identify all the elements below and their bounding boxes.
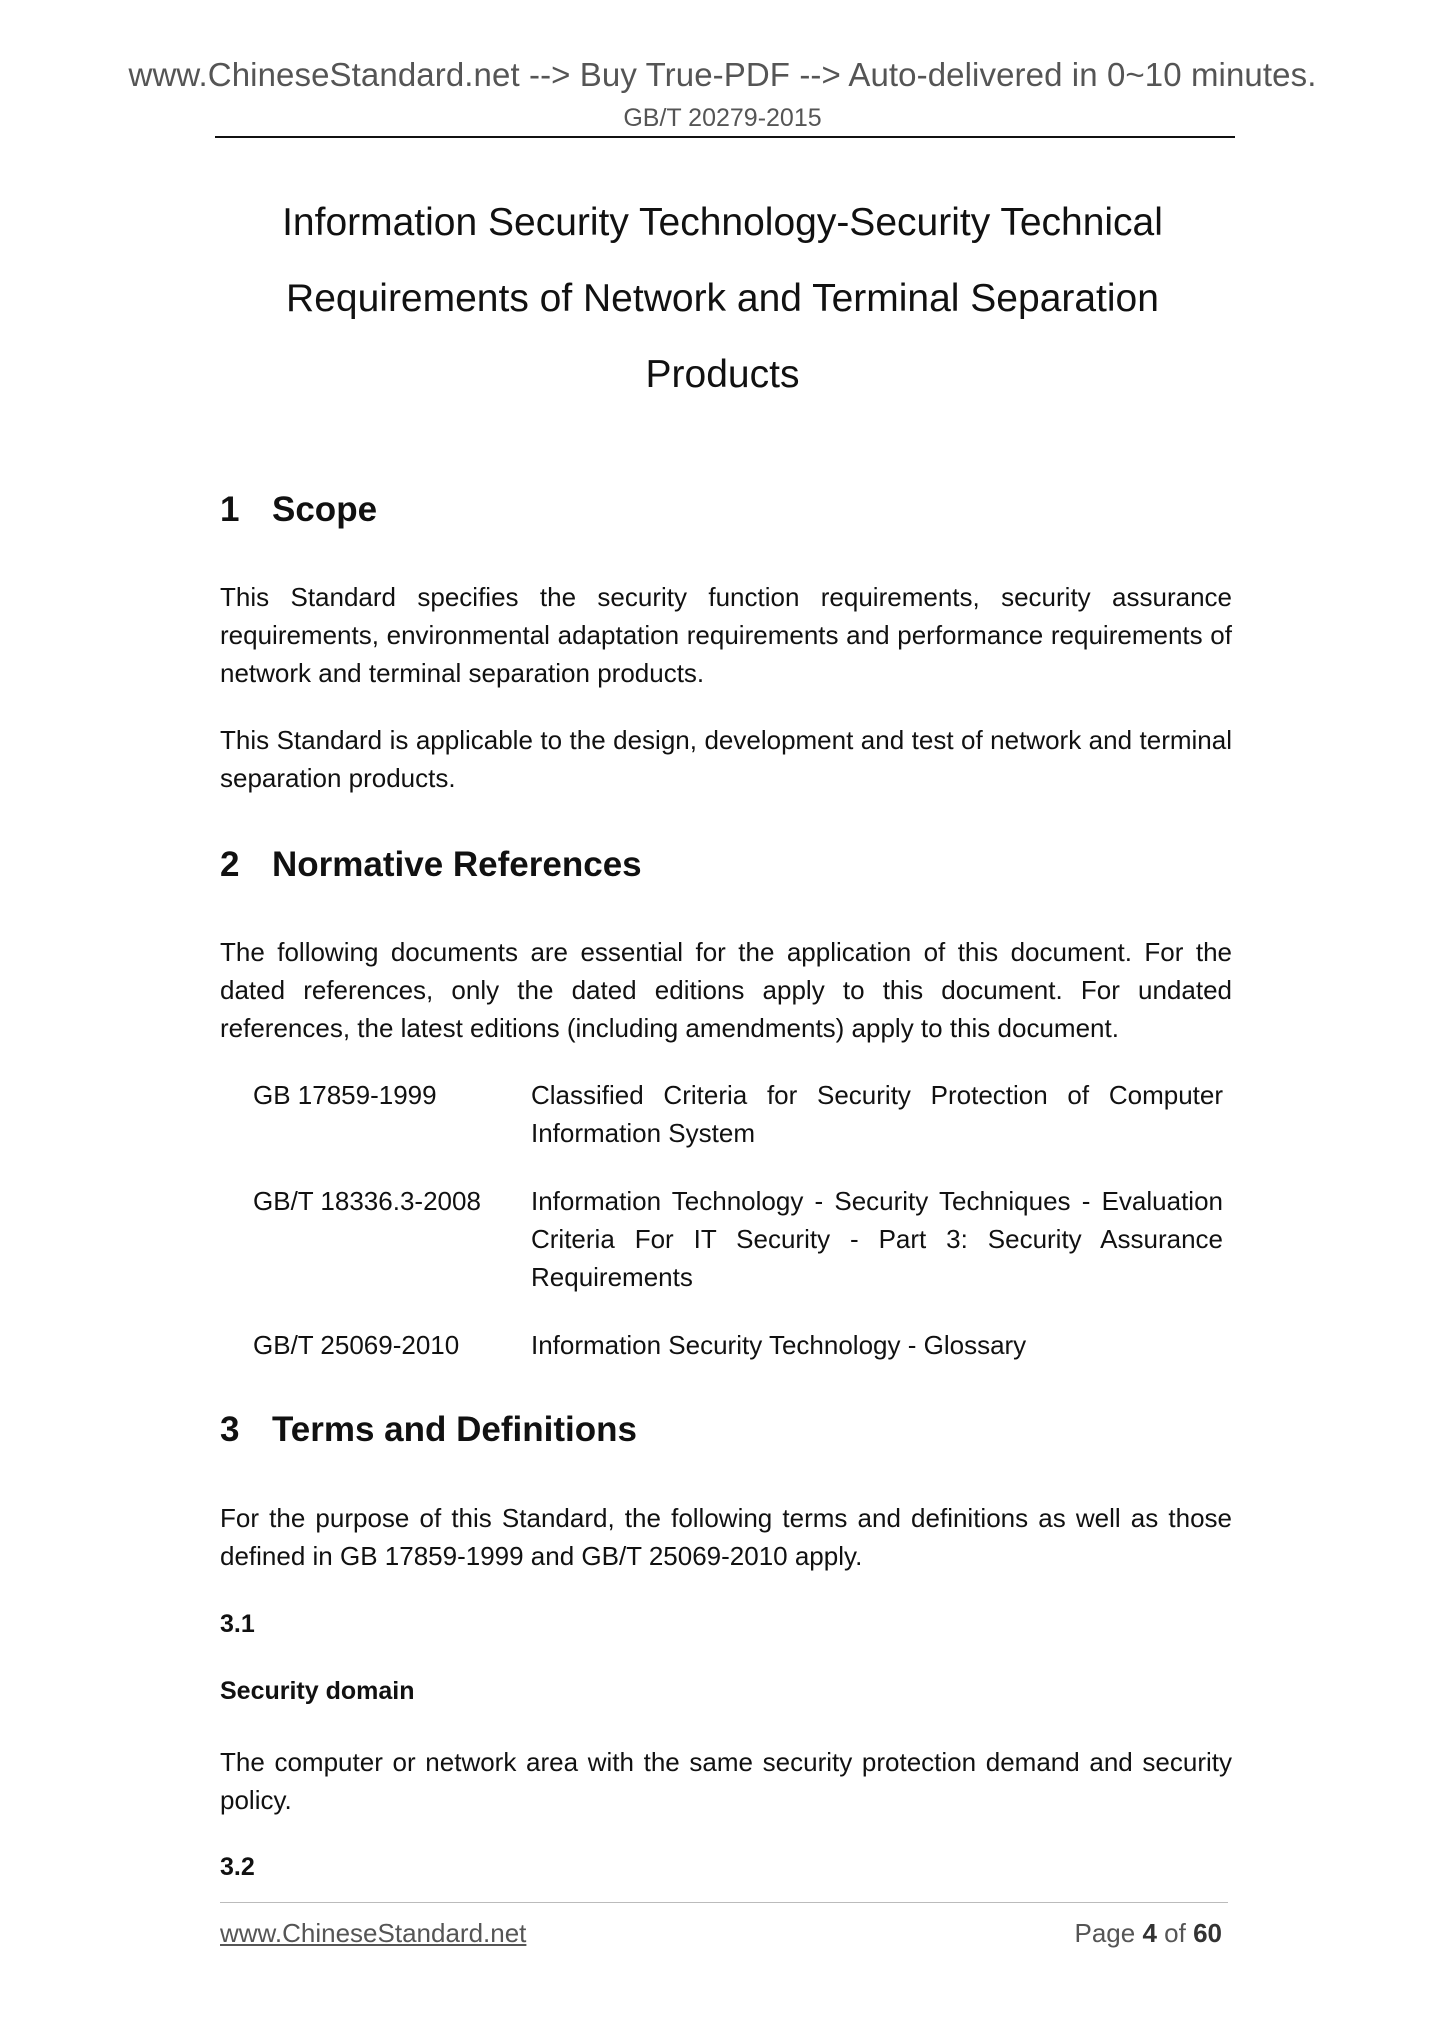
term-3-1-number: 3.1 <box>220 1610 255 1638</box>
section-3-heading <box>220 1410 637 1450</box>
reference-code: GB 17859-1999 <box>253 1080 437 1110</box>
footer-website-link[interactable]: www.ChineseStandard.net <box>220 1918 527 1948</box>
document-title <box>0 185 1445 413</box>
reference-title: Information Security Technology - Glossary <box>531 1330 1027 1360</box>
title-line-2: Requirements of Network and Terminal Separation <box>286 277 1159 320</box>
reference-title: Information Technology - Security Techniques - Evaluation Criteria For IT Security - Part 3: Security Assurance Requirements <box>531 1186 1223 1292</box>
header-banner: www.ChineseStandard.net --> Buy True-PDF --> Auto-delivered in 0~10 minutes. <box>128 56 1317 93</box>
section-title: Terms and Definitions <box>272 1410 637 1449</box>
reference-code: GB/T 18336.3-2008 <box>253 1186 481 1216</box>
header-divider <box>215 136 1235 138</box>
reference-title: Classified Criteria for Security Protection of Computer Information System <box>531 1080 1223 1148</box>
section-number: 2 <box>220 845 240 884</box>
term-3-1-definition: The computer or network area with the same security protection demand and security policy. <box>220 1747 1232 1815</box>
title-line-1: Information Security Technology-Security Technical <box>282 201 1163 244</box>
page-of: of <box>1164 1918 1186 1948</box>
page-indicator <box>1074 1918 1222 1949</box>
terms-paragraph: For the purpose of this Standard, the following terms and definitions as well as those defined in GB 17859-1999 and GB/T 25069-2010 apply. <box>220 1503 1232 1571</box>
footer-divider <box>220 1902 1228 1903</box>
scope-paragraph-1: This Standard specifies the security function requirements, security assurance requirements, environmental adaptation requirements and performance requirements of network and terminal separation products. <box>220 582 1232 688</box>
page-current: 4 <box>1142 1918 1157 1948</box>
header-standard-code: GB/T 20279-2015 <box>623 104 822 132</box>
section-title: Normative References <box>272 845 642 884</box>
term-3-2-number: 3.2 <box>220 1853 255 1881</box>
section-number: 3 <box>220 1410 240 1449</box>
section-title: Scope <box>272 490 378 529</box>
scope-paragraph-2: This Standard is applicable to the design, development and test of network and terminal separation products. <box>220 725 1232 793</box>
section-2-heading <box>220 845 642 885</box>
page-label: Page <box>1074 1918 1136 1948</box>
title-line-3: Products <box>645 353 800 396</box>
section-number: 1 <box>220 490 240 529</box>
reference-code: GB/T 25069-2010 <box>253 1330 460 1360</box>
normative-paragraph: The following documents are essential for the application of this document. For the dated references, only the dated editions apply to this document. For undated references, the latest editions (including amendments) apply to this document. <box>220 937 1232 1043</box>
term-3-1-name: Security domain <box>220 1677 415 1705</box>
page-total: 60 <box>1193 1918 1222 1948</box>
section-1-heading <box>220 490 377 530</box>
